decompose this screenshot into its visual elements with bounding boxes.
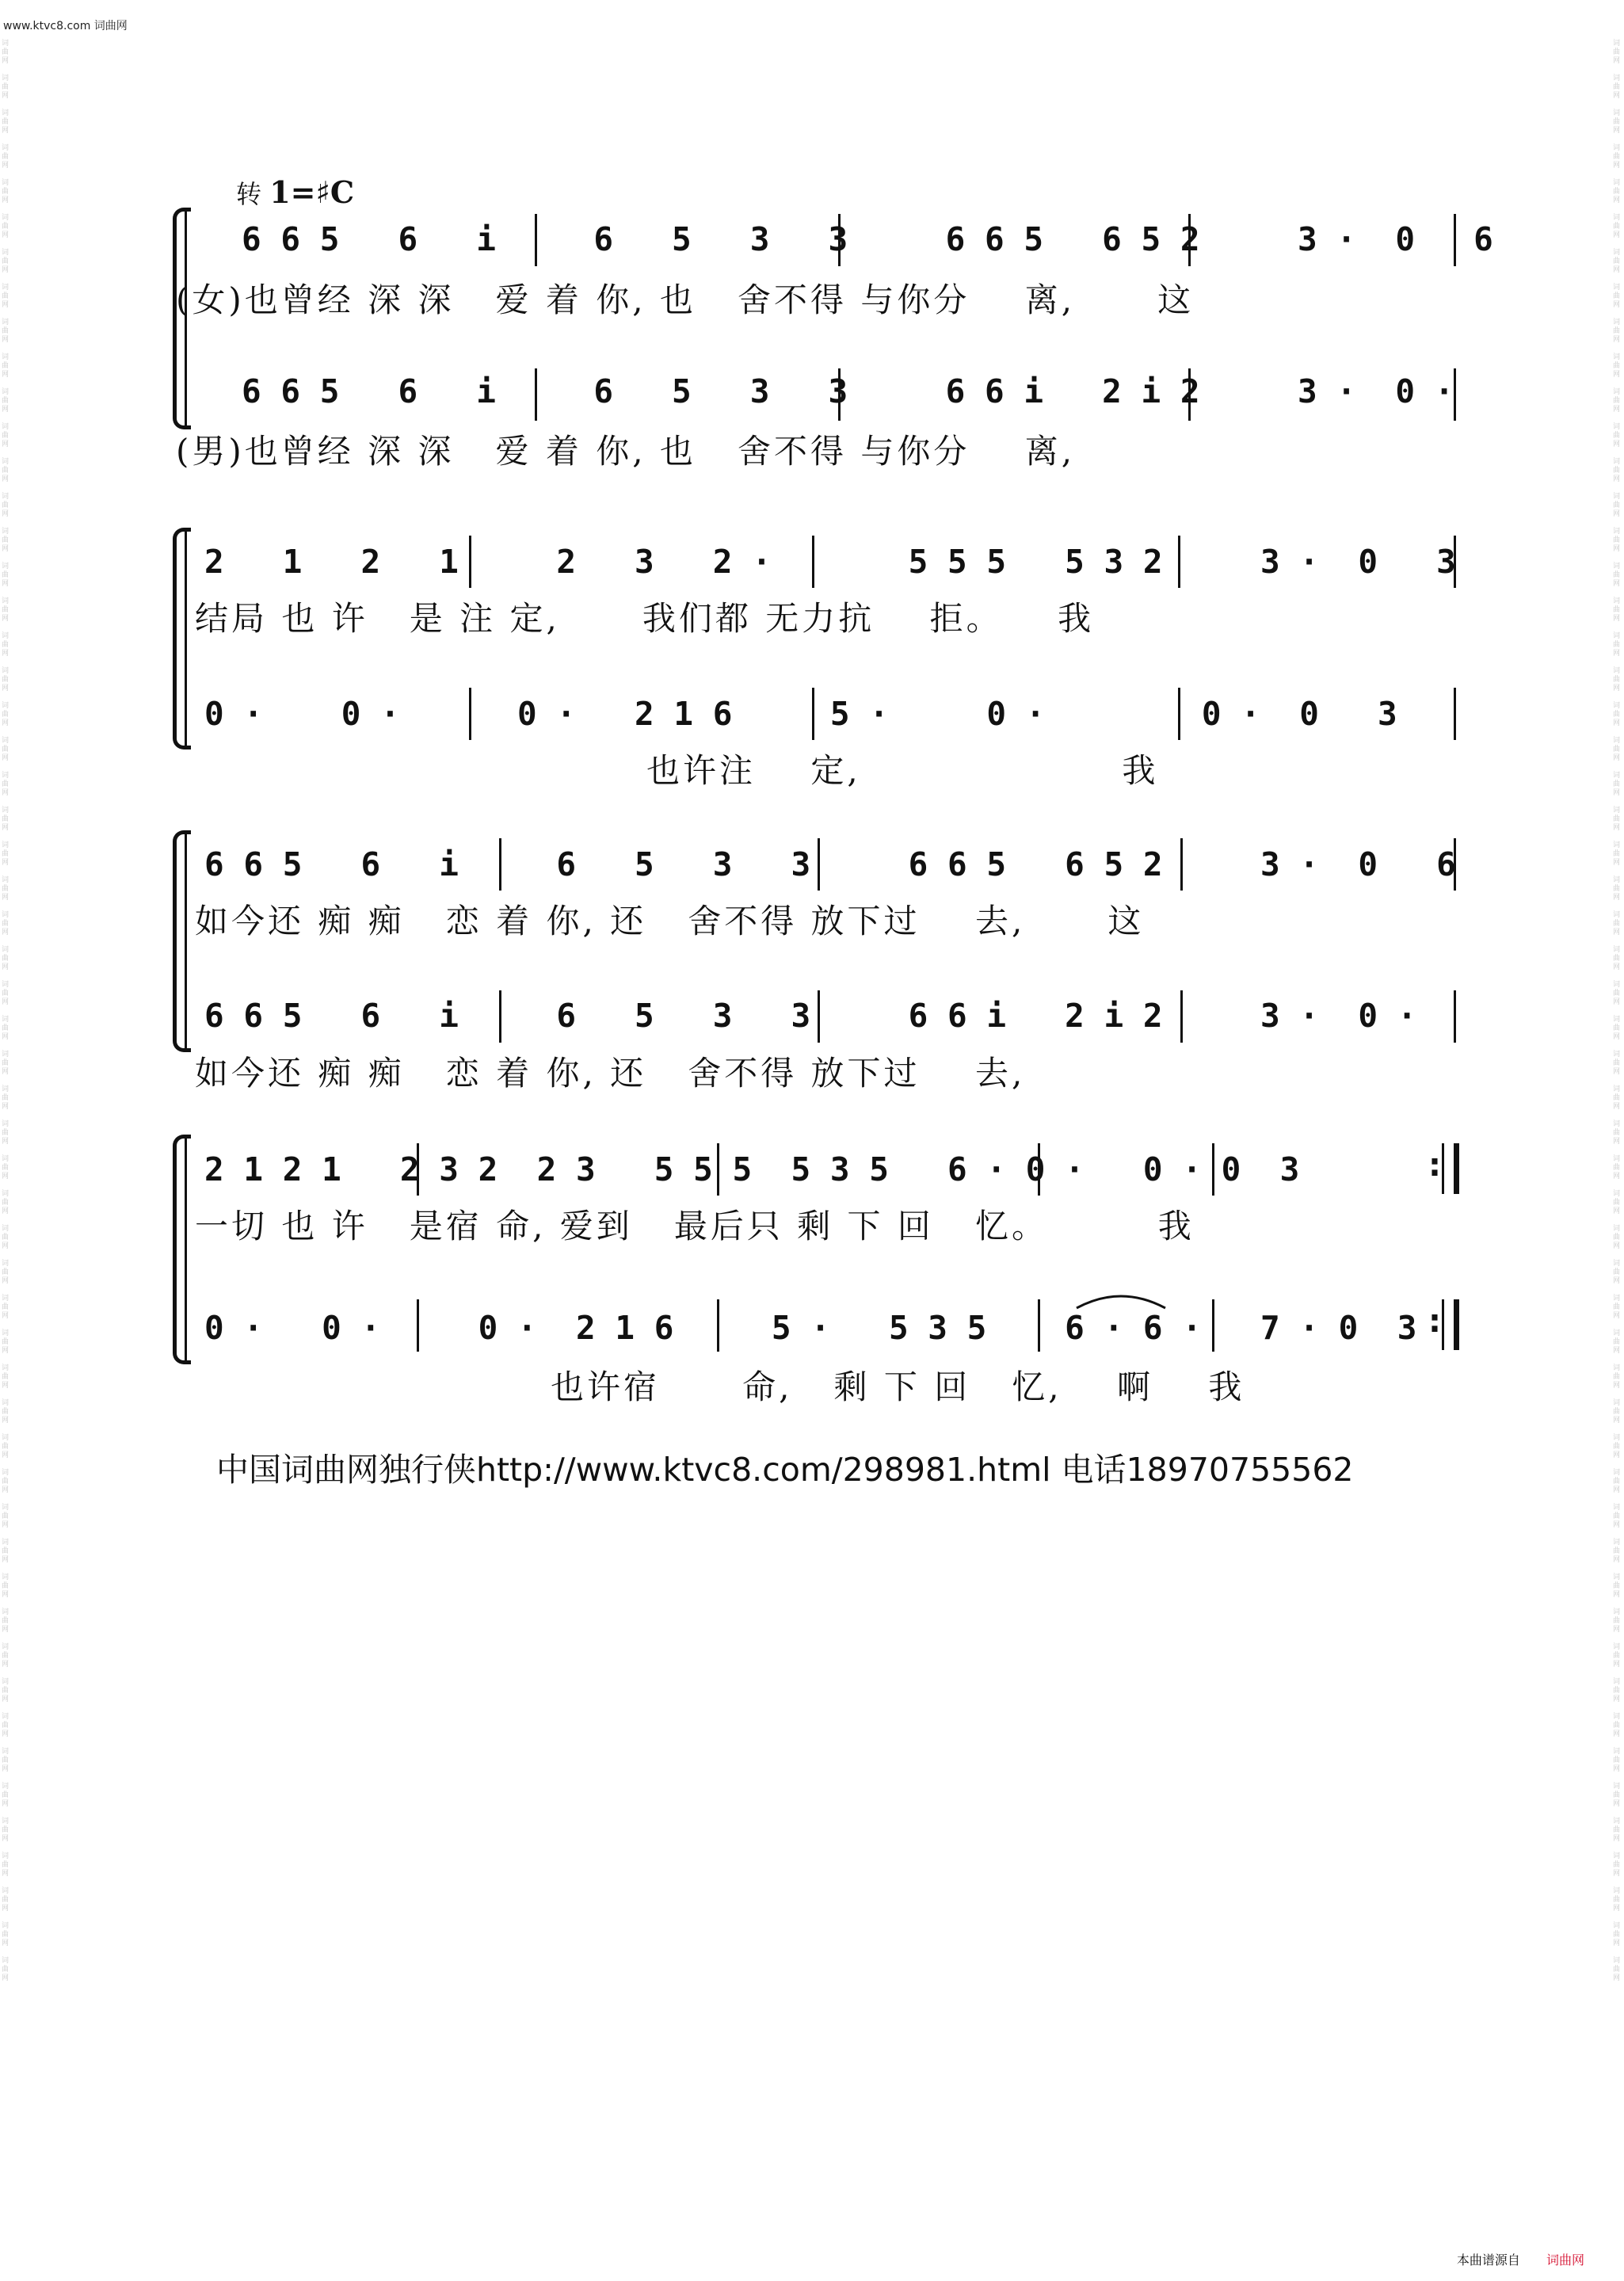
barline bbox=[812, 536, 814, 588]
female-notes-line: 6 6 5 6 i 6 5 3 3 6 6 5 6 5 2 3 · 0 6 bbox=[242, 220, 1493, 258]
barline bbox=[1454, 368, 1456, 421]
barline bbox=[818, 990, 820, 1043]
repeat-end-barline bbox=[1442, 1299, 1459, 1350]
barline bbox=[838, 368, 841, 421]
key-change-prefix: 转 bbox=[236, 179, 262, 209]
brand-left-text: 本曲谱源自 bbox=[1456, 2252, 1520, 2268]
barline bbox=[717, 1299, 719, 1352]
side-watermark-right: 词 曲 网 词 曲 网 词 曲 网 词 曲 网 词 曲 网 词 曲 网 词 曲 网 词 曲 网 词 曲 网 词 曲 网 词 曲 网 词 曲 网 词 曲 网 词 曲 网 词 曲 网 词 曲 网 词 曲 网 词 曲 网 词 曲 网 词 曲 网 词 曲 网 词 曲 网 词 曲 网 词 曲 网 词 曲 网 词 曲 网 词 曲 网 词 曲 网 词 曲 网 词 曲 网 词 曲 网 词 曲 网 词 曲 网 词 曲 网 词 曲 网 词 曲 网 词 曲 网 词 曲 网 词 曲 网 词 曲 网 词 曲 网 词 曲 网 词 曲 网 词 曲 网 词 曲 网 词 曲 网 词 曲 网 词 曲 网 词 曲 网 词 曲 网 词 曲 网 词 曲 网 词 曲 网 词 曲 网 词 曲 网 词 曲 网 bbox=[1613, 40, 1621, 1982]
barline bbox=[1188, 214, 1191, 266]
repeat-dots: : bbox=[1428, 1303, 1441, 1340]
barline bbox=[1212, 1299, 1214, 1352]
male-lyrics-line: (男)也曾经 深 深 爱 着 你, 也 舍不得 与你分 离, bbox=[176, 432, 1076, 471]
barline bbox=[1454, 688, 1456, 740]
key-signature: 1=♯C bbox=[269, 174, 355, 210]
female-lyrics-line: 结局 也 许 是 注 定, 我们都 无力抗 拒。 我 bbox=[195, 599, 1095, 638]
male-notes-line: 0 · 0 · 0 · 2 1 6 5 · 5 3 5 6 · 6 · 7 · 0 3 bbox=[204, 1309, 1417, 1347]
barline bbox=[469, 536, 471, 588]
female-lyrics-line: 一切 也 许 是宿 命, 爱到 最后只 剩 下 回 忆。 我 bbox=[195, 1207, 1195, 1245]
barline bbox=[469, 688, 471, 740]
barline bbox=[812, 688, 814, 740]
source-brand bbox=[1457, 2250, 1584, 2268]
barline bbox=[1454, 536, 1456, 588]
barline bbox=[1454, 990, 1456, 1043]
female-lyrics-line: (女)也曾经 深 深 爱 着 你, 也 舍不得 与你分 离, 这 bbox=[176, 280, 1195, 319]
barline bbox=[1188, 368, 1191, 421]
barline bbox=[818, 838, 820, 891]
barline bbox=[417, 1143, 419, 1196]
barline bbox=[535, 368, 537, 421]
barline bbox=[1180, 990, 1183, 1043]
female-lyrics-line: 如今还 痴 痴 恋 着 你, 还 舍不得 放下过 去, 这 bbox=[195, 902, 1145, 940]
male-lyrics-line: 如今还 痴 痴 恋 着 你, 还 舍不得 放下过 去, bbox=[195, 1054, 1026, 1093]
barline bbox=[1454, 214, 1456, 266]
male-notes-line: 0 · 0 · 0 · 2 1 6 5 · 0 · 0 · 0 3 bbox=[204, 695, 1397, 733]
footer-credit: 中国词曲网独行侠http://www.ktvc8.com/298981.html 电话18970755562 bbox=[216, 1451, 1354, 1489]
barline bbox=[535, 214, 537, 266]
male-lyrics-line: 也许注 定, 我 bbox=[646, 751, 1159, 790]
male-lyrics-line: 也许宿 命, 剩 下 回 忆, 啊 我 bbox=[551, 1367, 1245, 1406]
barline bbox=[1038, 1143, 1040, 1196]
male-notes-line: 6 6 5 6 i 6 5 3 3 6 6 i 2 i 2 3 · 0 · bbox=[204, 997, 1417, 1035]
barline bbox=[417, 1299, 419, 1352]
barline bbox=[838, 214, 841, 266]
barline bbox=[499, 838, 501, 891]
barline bbox=[1178, 536, 1180, 588]
female-notes-line: 2 1 2 1 2 3 2 · 5 5 5 5 3 2 3 · 0 3 bbox=[204, 543, 1456, 581]
brand-right-text: 词曲网 bbox=[1546, 2252, 1584, 2268]
female-notes-line: 6 6 5 6 i 6 5 3 3 6 6 5 6 5 2 3 · 0 6 bbox=[204, 845, 1456, 883]
system-brace bbox=[173, 528, 191, 750]
barline bbox=[717, 1143, 719, 1196]
barline bbox=[1038, 1299, 1040, 1352]
key-change bbox=[236, 174, 354, 211]
male-notes-line: 6 6 5 6 i 6 5 3 3 6 6 i 2 i 2 3 · 0 · bbox=[242, 372, 1454, 410]
slur-tie bbox=[1073, 1287, 1168, 1311]
barline bbox=[499, 990, 501, 1043]
barline bbox=[1178, 688, 1180, 740]
repeat-end-barline bbox=[1442, 1143, 1459, 1194]
barline bbox=[1454, 838, 1456, 891]
barline bbox=[1212, 1143, 1214, 1196]
side-watermark-left: 词 曲 网 词 曲 网 词 曲 网 词 曲 网 词 曲 网 词 曲 网 词 曲 网 词 曲 网 词 曲 网 词 曲 网 词 曲 网 词 曲 网 词 曲 网 词 曲 网 词 曲 网 词 曲 网 词 曲 网 词 曲 网 词 曲 网 词 曲 网 词 曲 网 词 曲 网 词 曲 网 词 曲 网 词 曲 网 词 曲 网 词 曲 网 词 曲 网 词 曲 网 词 曲 网 词 曲 网 词 曲 网 词 曲 网 词 曲 网 词 曲 网 词 曲 网 词 曲 网 词 曲 网 词 曲 网 词 曲 网 词 曲 网 词 曲 网 词 曲 网 词 曲 网 词 曲 网 词 曲 网 词 曲 网 词 曲 网 词 曲 网 词 曲 网 词 曲 网 词 曲 网 词 曲 网 词 曲 网 词 曲 网 词 曲 网 bbox=[2, 40, 10, 1982]
system-brace bbox=[173, 1135, 191, 1364]
system-brace bbox=[173, 830, 191, 1052]
repeat-dots: : bbox=[1428, 1147, 1441, 1184]
site-header: www.ktvc8.com 词曲网 bbox=[3, 20, 128, 32]
barline bbox=[1180, 838, 1183, 891]
female-notes-line: 2 1 2 1 2 3 2 2 3 5 5 5 5 3 5 6 · 0 · 0 · 0 3 bbox=[204, 1150, 1300, 1188]
